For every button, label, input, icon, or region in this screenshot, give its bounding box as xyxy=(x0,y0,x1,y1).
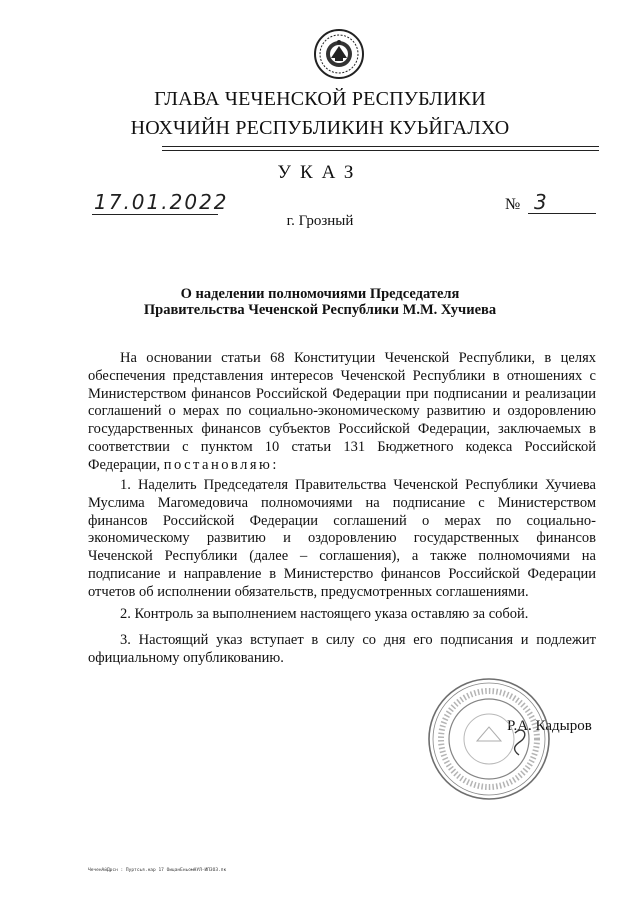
preamble-paragraph xyxy=(88,350,596,475)
header-rule-top xyxy=(162,146,599,147)
item-1-text: 1. Наделить Председателя Правительства Чеченской Республики Хучиева Муслима Магомедовича полномочиями на подписание с Министерством финансов Российской Федерации соглашений о мерах по социально-экономическому развитию и оздоровлению государственных финансов Чеченской Республики (далее – соглашения), а также полномочиями на подписание и направление в Министерство финансов Российской Федерации отчетов об исполнении обязательств, предусмотренных соглашениями. xyxy=(88,477,596,600)
decree-title: УКАЗ xyxy=(277,162,363,183)
chechen-republic-emblem-icon xyxy=(313,28,365,80)
official-seal-icon xyxy=(425,675,553,803)
item-3-text: 3. Настоящий указ вступает в силу со дня его подписания и подлежит официальному опубликованию. xyxy=(88,632,596,666)
signatory-name: Р.А. Кадыров xyxy=(507,718,592,734)
subject-line-2: Правительства Чеченской Республики М.М. Хучиева xyxy=(143,302,497,318)
header-line-1: ГЛАВА ЧЕЧЕНСКОЙ РЕСПУБЛИКИ xyxy=(154,88,486,110)
preamble-text: На основании статьи 68 Конституции Чеченской Республики, в целях обеспечения представления интересов Чеченской Республики в отношениях с Министерством финансов Российской Федерации при подписании и реализации соглашений о мерах по социально-экономическому развитию и оздоровлению государственных финансов субъектов Российской Федерации, заключаемых в соответствии с пунктом 10 статьи 131 Бюджетного кодекса Российской Федерации, xyxy=(88,350,596,473)
decree-body xyxy=(88,350,596,475)
item-1 xyxy=(88,477,596,602)
decree-number-label: № xyxy=(505,196,521,213)
item-2 xyxy=(88,606,596,624)
item-3 xyxy=(88,632,596,668)
decree-city: г. Грозный xyxy=(286,213,354,229)
footer-code: ЧеченАйДрсн : Пуртсья.нар 17 ОицанЕньомНУЛ-ИПЗОЗ.пк xyxy=(88,868,227,873)
decree-number: 3 xyxy=(528,190,596,214)
postanovlyayu-word: постановляю: xyxy=(163,456,279,473)
header-line-2: НОХЧИЙН РЕСПУБЛИКИН КУЬЙГАЛХО xyxy=(130,117,510,139)
decree-subject xyxy=(0,286,640,318)
decree-date: 17.01.2022 xyxy=(94,190,229,214)
header-rule-bottom xyxy=(162,150,599,151)
item-2-text: 2. Контроль за выполнением настоящего указа оставляю за собой. xyxy=(120,606,529,622)
subject-line-1: О наделении полномочиями Председателя xyxy=(180,286,460,302)
